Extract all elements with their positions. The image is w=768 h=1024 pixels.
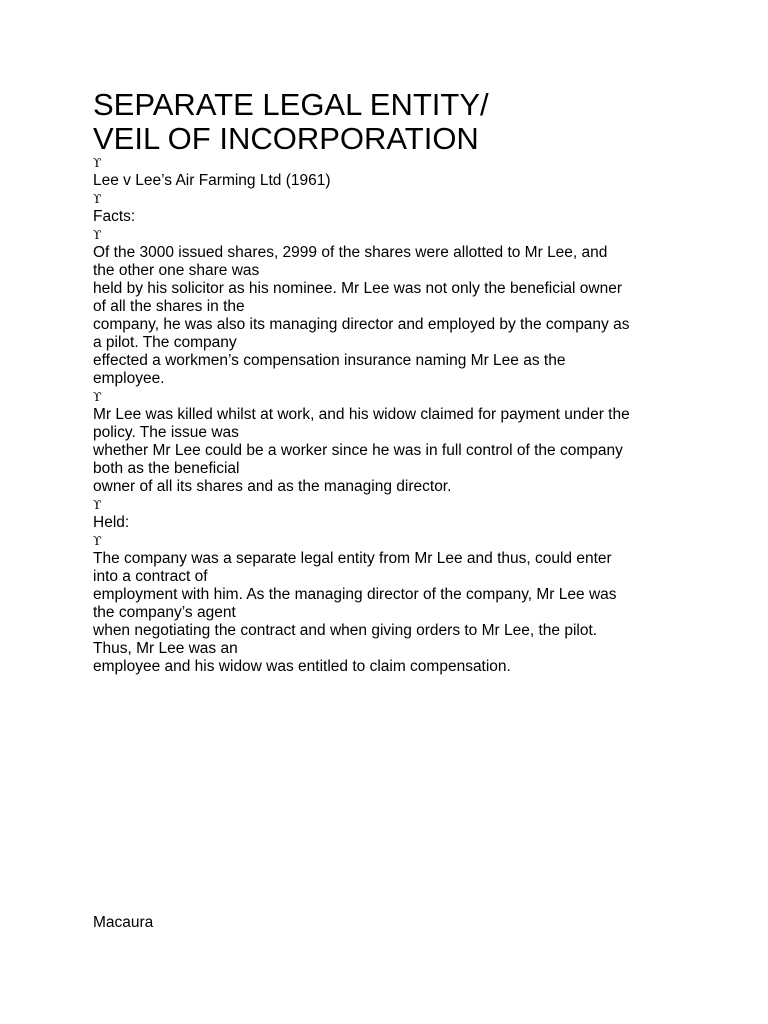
document-body bbox=[93, 154, 693, 676]
case-name: Lee v Lee’s Air Farming Ltd (1961) bbox=[93, 172, 331, 189]
facts-paragraph-2 bbox=[93, 406, 693, 496]
bullet-glyph: ϒ bbox=[93, 156, 102, 170]
footer-word: Macaura bbox=[93, 914, 154, 931]
text-line: Thus, Mr Lee was an bbox=[93, 640, 238, 657]
facts-heading: Facts: bbox=[93, 208, 136, 225]
bullet-glyph: ϒ bbox=[93, 390, 102, 404]
bullet-glyph: ϒ bbox=[93, 228, 102, 242]
text-line: a pilot. The company bbox=[93, 334, 237, 351]
text-line: employee and his widow was entitled to claim compensation. bbox=[93, 658, 511, 675]
text-line: company, he was also its managing director and employed by the company as bbox=[93, 316, 630, 333]
text-line: owner of all its shares and as the managing director. bbox=[93, 478, 452, 495]
document-title bbox=[93, 88, 693, 156]
text-line: policy. The issue was bbox=[93, 424, 239, 441]
bullet-glyph: ϒ bbox=[93, 534, 102, 548]
text-line: employment with him. As the managing director of the company, Mr Lee was bbox=[93, 586, 617, 603]
text-line: effected a workmen’s compensation insurance naming Mr Lee as the bbox=[93, 352, 566, 369]
text-line: the company’s agent bbox=[93, 604, 236, 621]
text-line: the other one share was bbox=[93, 262, 260, 279]
text-line: whether Mr Lee could be a worker since he was in full control of the company bbox=[93, 442, 623, 459]
text-line: when negotiating the contract and when giving orders to Mr Lee, the pilot. bbox=[93, 622, 598, 639]
bullet-glyph: ϒ bbox=[93, 498, 102, 512]
held-heading: Held: bbox=[93, 514, 130, 531]
text-line: both as the beneficial bbox=[93, 460, 240, 477]
text-line: The company was a separate legal entity from Mr Lee and thus, could enter bbox=[93, 550, 612, 567]
held-paragraph bbox=[93, 550, 693, 676]
text-line: employee. bbox=[93, 370, 165, 387]
bullet-glyph: ϒ bbox=[93, 192, 102, 206]
text-line: Of the 3000 issued shares, 2999 of the shares were allotted to Mr Lee, and bbox=[93, 244, 608, 261]
text-line: of all the shares in the bbox=[93, 298, 245, 315]
text-line: into a contract of bbox=[93, 568, 208, 585]
text-line: Mr Lee was killed whilst at work, and his widow claimed for payment under the bbox=[93, 406, 630, 423]
title-line: SEPARATE LEGAL ENTITY/ bbox=[93, 87, 489, 122]
title-line: VEIL OF INCORPORATION bbox=[93, 121, 479, 156]
facts-paragraph-1 bbox=[93, 244, 693, 388]
text-line: held by his solicitor as his nominee. Mr Lee was not only the beneficial owner bbox=[93, 280, 622, 297]
